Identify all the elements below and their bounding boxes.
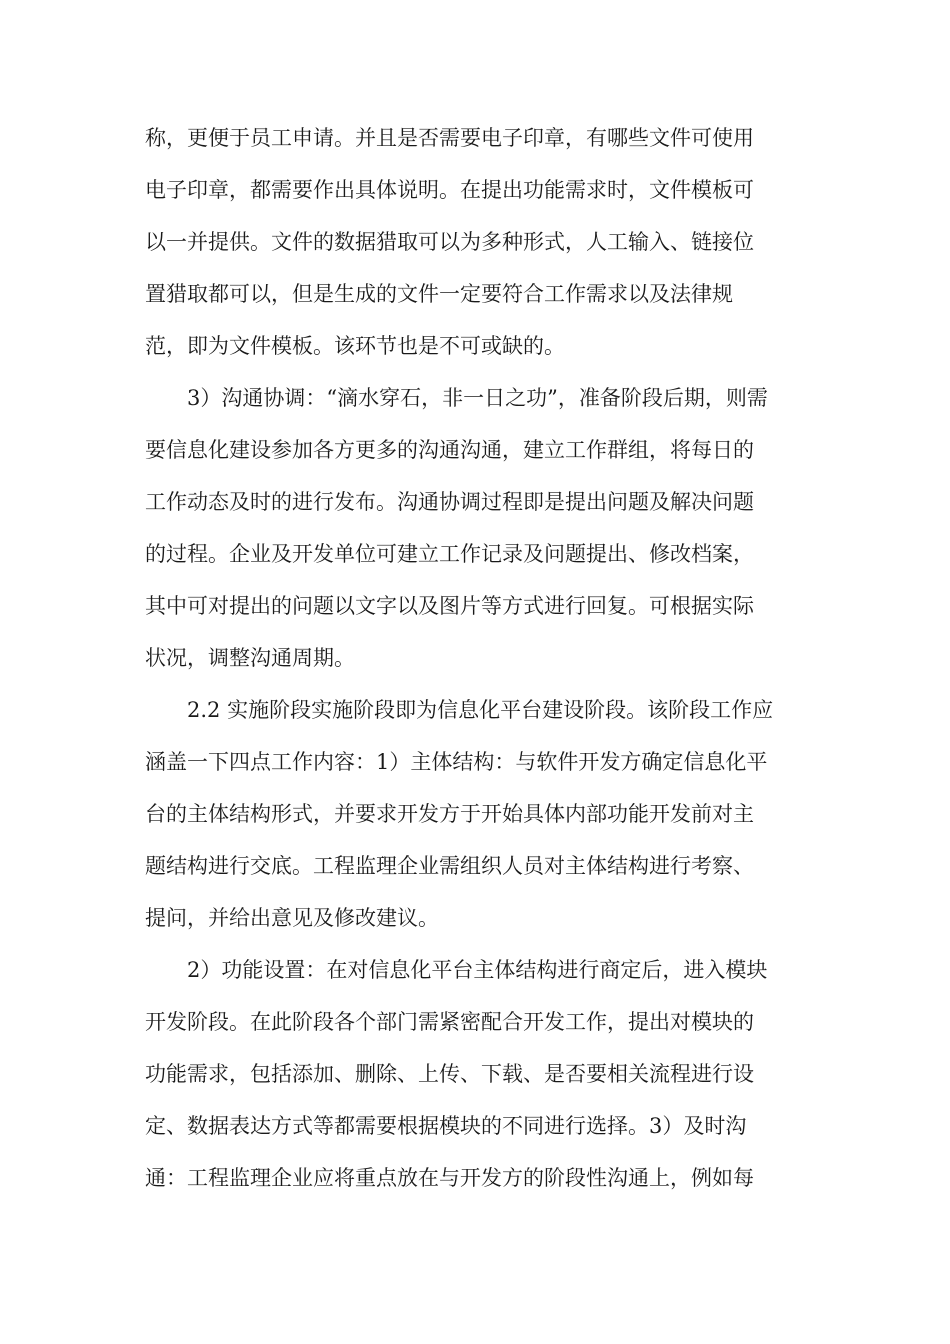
text-line: 状况，调整沟通周期。 [145, 646, 355, 670]
text-line: 的过程。企业及开发单位可建立工作记录及问题提出、修改档案， [145, 542, 754, 566]
paragraph-first-line: 2）功能设置：在对信息化平台主体结构进行商定后，进入模块 [187, 958, 768, 982]
text-line: 涵盖一下四点工作内容：1）主体结构：与软件开发方确定信息化平 [145, 750, 768, 774]
paragraph-first-line: 2.2 实施阶段实施阶段即为信息化平台建设阶段。该阶段工作应 [187, 698, 774, 722]
text-line: 提问，并给出意见及修改建议。 [145, 906, 439, 930]
text-line: 称，更便于员工申请。并且是否需要电子印章，有哪些文件可使用 [145, 126, 754, 150]
text-line: 其中可对提出的问题以文字以及图片等方式进行回复。可根据实际 [145, 594, 754, 618]
text-line: 台的主体结构形式，并要求开发方于开始具体内部功能开发前对主 [145, 802, 754, 826]
text-line: 范，即为文件模板。该环节也是不可或缺的。 [145, 334, 565, 358]
paragraph-first-line: 3）沟通协调：“滴水穿石，非一日之功”，准备阶段后期，则需 [187, 386, 768, 410]
text-line: 题结构进行交底。工程监理企业需组织人员对主体结构进行考察、 [145, 854, 754, 878]
text-line: 通：工程监理企业应将重点放在与开发方的阶段性沟通上，例如每 [145, 1166, 754, 1190]
text-line: 要信息化建设参加各方更多的沟通沟通，建立工作群组，将每日的 [145, 438, 754, 462]
text-line: 工作动态及时的进行发布。沟通协调过程即是提出问题及解决问题 [145, 490, 754, 514]
text-line: 以一并提供。文件的数据猎取可以为多种形式，人工输入、链接位 [145, 230, 754, 254]
text-line: 开发阶段。在此阶段各个部门需紧密配合开发工作，提出对模块的 [145, 1010, 754, 1034]
text-line: 定、数据表达方式等都需要根据模块的不同进行选择。3）及时沟 [145, 1114, 747, 1138]
text-line: 置猎取都可以，但是生成的文件一定要符合工作需求以及法律规 [145, 282, 733, 306]
text-line: 电子印章，都需要作出具体说明。在提出功能需求时，文件模板可 [145, 178, 754, 202]
text-line: 功能需求，包括添加、删除、上传、下载、是否要相关流程进行设 [145, 1062, 754, 1086]
